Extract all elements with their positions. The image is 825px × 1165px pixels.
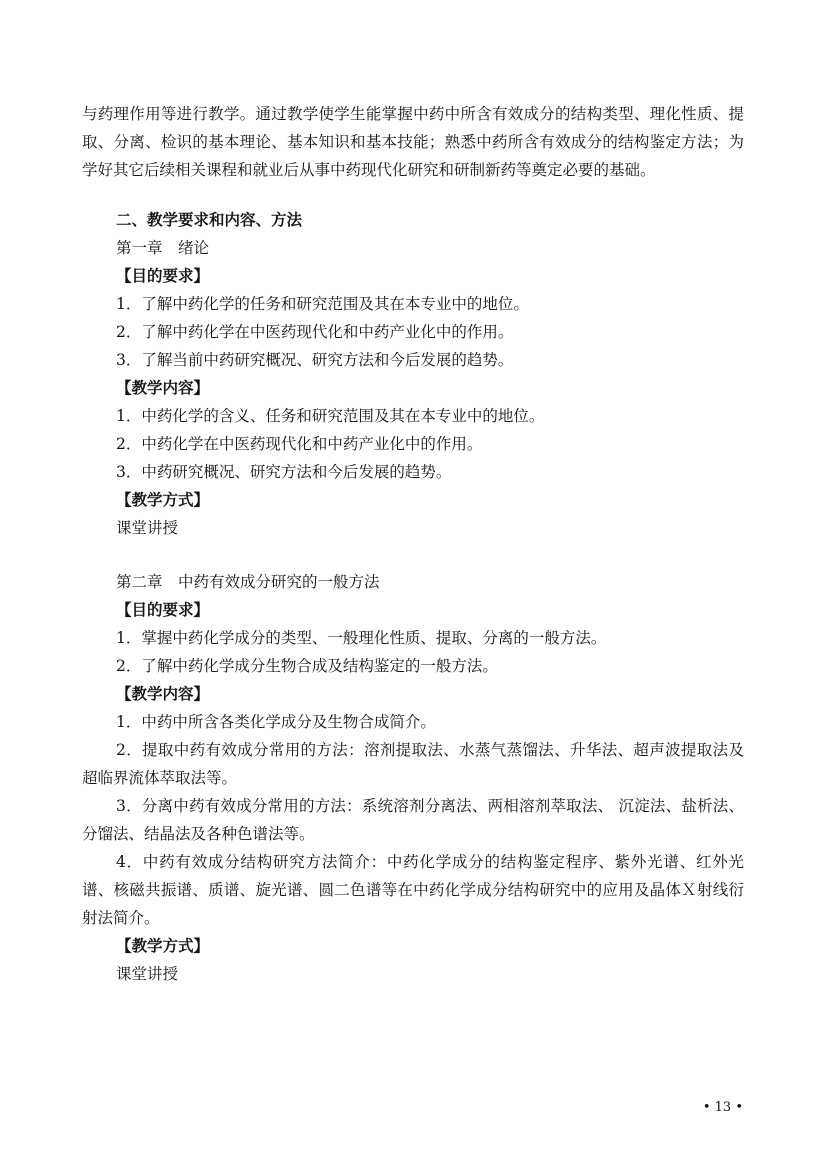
chapter-1-goal-item: 1．了解中药化学的任务和研究范围及其在本专业中的地位。 [116, 295, 529, 313]
chapter-1-goal-item: 3．了解当前中药研究概况、研究方法和今后发展的趋势。 [116, 351, 514, 369]
chapter-2-method-heading: 【教学方式】 [116, 936, 210, 955]
chapter-1-content-item: 1．中药化学的含义、任务和研究范围及其在本专业中的地位。 [116, 407, 545, 425]
page-content [82, 100, 744, 988]
chapter-1-content-item: 2．中药化学在中医药现代化和中药产业化中的作用。 [116, 435, 483, 453]
chapter-2-goal-heading: 【目的要求】 [116, 600, 210, 619]
chapter-1-content-heading: 【教学内容】 [116, 378, 210, 397]
chapter-1-method: 课堂讲授 [116, 519, 179, 537]
chapter-2-content-item: 3．分离中药有效成分常用的方法：系统溶剂分离法、两相溶剂萃取法、 沉淀法、盐析法、分馏法、结晶法及各种色谱法等。 [82, 797, 744, 843]
chapter-2-content-heading: 【教学内容】 [116, 684, 210, 703]
chapter-1-goal-item: 2．了解中药化学在中医药现代化和中药产业化中的作用。 [116, 323, 514, 341]
chapter-2-content-item: 1．中药中所含各类化学成分及生物合成简介。 [116, 713, 436, 731]
chapter-2-content-item: 2．提取中药有效成分常用的方法：溶剂提取法、水蒸气蒸馏法、升华法、超声波提取法及超临界流体萃取法等。 [82, 741, 744, 787]
chapter-2-goal-item: 2．了解中药化学成分生物合成及结构鉴定的一般方法。 [116, 657, 498, 675]
chapter-1-title: 第一章 绪论 [116, 239, 210, 257]
chapter-2-goal-item: 1．掌握中药化学成分的类型、一般理化性质、提取、分离的一般方法。 [116, 629, 607, 647]
chapter-1-content-item: 3．中药研究概况、研究方法和今后发展的趋势。 [116, 463, 452, 481]
chapter-2-method: 课堂讲授 [116, 965, 179, 983]
chapter-1-goal-heading: 【目的要求】 [116, 266, 210, 285]
intro-paragraph: 与药理作用等进行教学。通过教学使学生能掌握中药中所含有效成分的结构类型、理化性质、提取、分离、检识的基本理论、基本知识和基本技能；熟悉中药所含有效成分的结构鉴定方法；为学好其它后续相关课程和就业后从事中药现代化研究和研制新药等奠定必要的基础。 [82, 105, 744, 179]
chapter-1-method-heading: 【教学方式】 [116, 490, 210, 509]
chapter-2-title: 第二章 中药有效成分研究的一般方法 [116, 573, 380, 591]
section-title: 二、教学要求和内容、方法 [116, 210, 303, 229]
chapter-2-content-item: 4．中药有效成分结构研究方法简介：中药化学成分的结构鉴定程序、紫外光谱、红外光谱、核磁共振谱、质谱、旋光谱、圆二色谱等在中药化学成分结构研究中的应用及晶体Ｘ射线衍射法简介。 [82, 853, 744, 927]
page-number: • 13 • [702, 1100, 743, 1115]
